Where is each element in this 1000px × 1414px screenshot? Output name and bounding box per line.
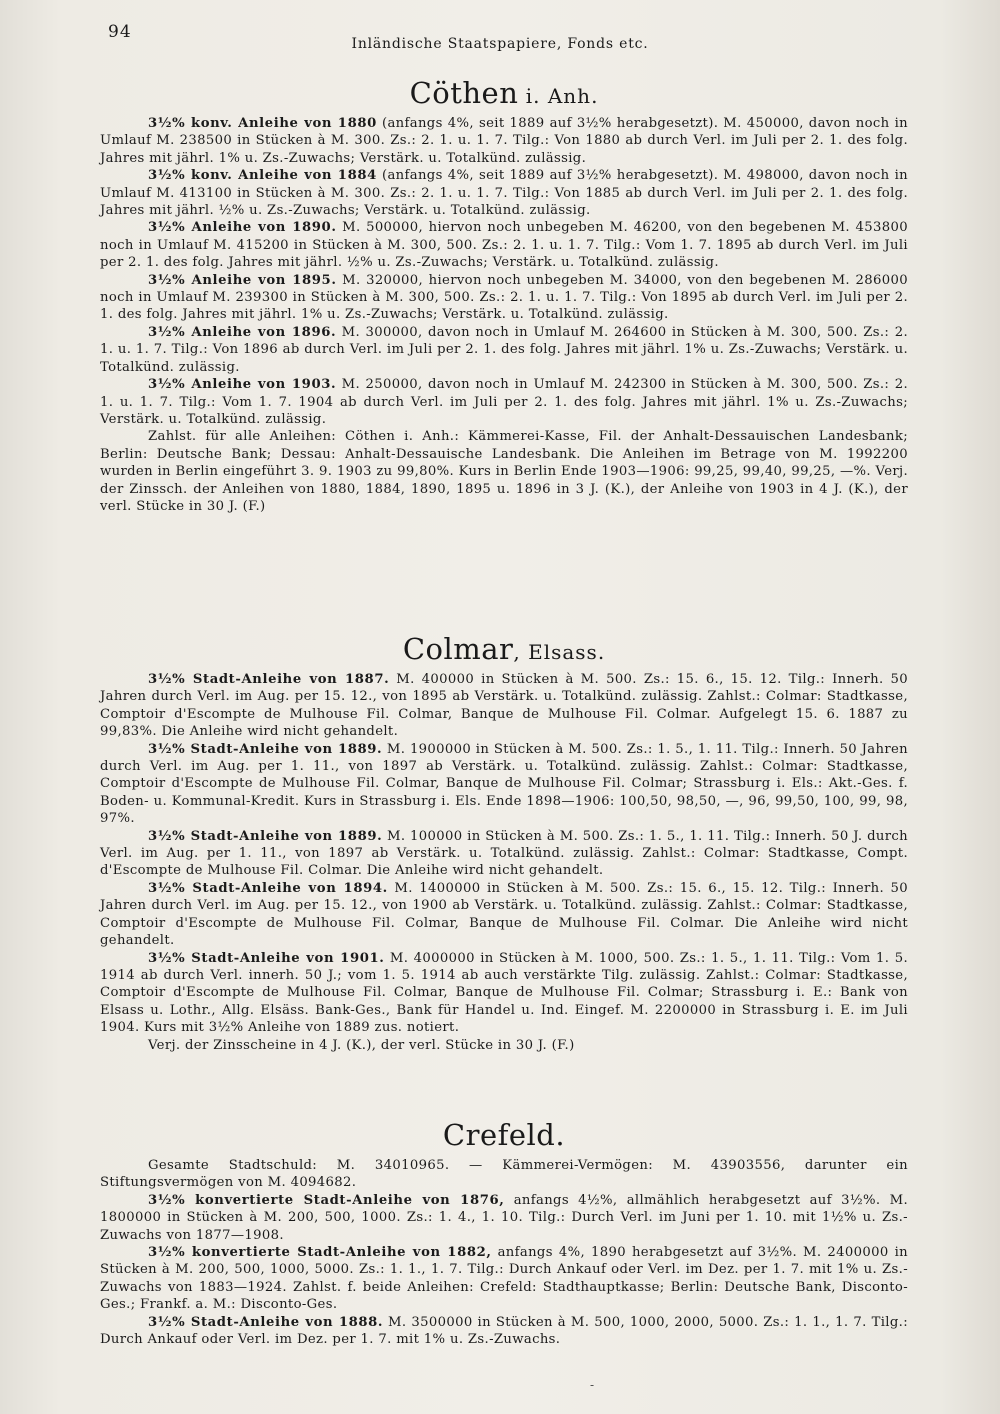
entry-paragraph: 3½% Stadt-Anleihe von 1887. M. 400000 in Stücken à M. 500. Zs.: 15. 6., 15. 12. Tilg.: Innerh. 50 Jahren durch Verl. im Aug. per 15. 12., von 1895 ab Verstärk. u. Totalkünd. zulässig. Zahlst.: Colmar: Stadtkasse, Comptoir d'Escompte de Mulhouse Fil. Colmar, Banque de Mulhouse Fil. Colmar. Aufgelegt 15. 6. 1887 zu 99,83%. Die Anleihe wird nicht gehandelt. bbox=[100, 672, 908, 740]
entry-paragraph: 3½% konv. Anleihe von 1880 (anfangs 4%, seit 1889 auf 3½% herabgesetzt). M. 450000, davon noch in Umlauf M. 238500 in Stücken à M. 300. Zs.: 2. 1. u. 1. 7. Tilg.: Von 1880 ab durch Verl. im Juli per 2. 1. des folg. Jahres mit jährl. 1% u. Zs.-Zuwachs; Verstärk. u. Totalkünd. zulässig. bbox=[100, 116, 908, 166]
entry-paragraph: 3½% Stadt-Anleihe von 1889. M. 1900000 in Stücken à M. 500. Zs.: 1. 5., 1. 11. Tilg.: Innerh. 50 Jahren durch Verl. im Aug. per 1. 11., von 1897 ab Verstärk. u. Totalkünd. zulässig. Zahlst.: Colmar: Stadtkasse, Comptoir d'Escompte de Mulhouse Fil. Colmar, Banque de Mulhouse Fil. Colmar; Strassburg i. Els.: Akt.-Ges. f. Boden- u. Kommunal-Kredit. Kurs in Strassburg i. Els. Ende 1898—1906: 100,50, 98,50, —, 96, 99,50, 100, 99, 98, 97%. bbox=[100, 741, 908, 827]
section-crefeld bbox=[100, 1120, 908, 1348]
entry-paragraph: 3½% Stadt-Anleihe von 1889. M. 100000 in Stücken à M. 500. Zs.: 1. 5., 1. 11. Tilg.: Innerh. 50 J. durch Verl. im Aug. per 1. 11., von 1897 ab Verstärk. u. Totalkünd. zulässig. Zahlst.: Colmar: Stadtkasse, Compt. d'Escompte de Mulhouse Fil. Colmar. Die Anleihe wird nicht gehandelt. bbox=[100, 828, 908, 879]
entry-paragraph: 3½% Stadt-Anleihe von 1888. M. 3500000 in Stücken à M. 500, 1000, 2000, 5000. Zs.: 1. 1., 1. 7. Tilg.: Durch Ankauf oder Verl. im Dez. per 1. 7. mit 1% u. Zs.-Zuwachs. bbox=[100, 1314, 908, 1348]
entry-paragraph: 3½% Stadt-Anleihe von 1894. M. 1400000 in Stücken à M. 500. Zs.: 15. 6., 15. 12. Tilg.: Innerh. 50 Jahren durch Verl. im Aug. per 15. 12., von 1900 ab Verstärk. u. Totalkünd. zulässig. Zahlst.: Colmar: Stadtkasse, Comptoir d'Escompte de Mulhouse Fil. Colmar, Banque de Mulhouse Fil. Colmar. Die Anleihe wird nicht gehandelt. bbox=[100, 880, 908, 949]
entry-paragraph: 3½% Anleihe von 1890. M. 500000, hiervon noch unbegeben M. 46200, von den begebenen M. 453800 noch in Umlauf M. 415200 in Stücken à M. 300, 500. Zs.: 2. 1. u. 1. 7. Tilg.: Vom 1. 7. 1895 ab durch Verl. im Juli per 2. 1. des folg. Jahres mit jährl. ½% u. Zs.-Zuwachs; Verstärk. u. Totalkünd. zulässig. bbox=[100, 220, 908, 271]
entry-paragraph: 3½% konv. Anleihe von 1884 (anfangs 4%, seit 1889 auf 3½% herabgesetzt). M. 498000, davon noch in Umlauf M. 413100 in Stücken à M. 300. Zs.: 2. 1. u. 1. 7. Tilg.: Von 1885 ab durch Verl. im Juli per 2. 1. des folg. Jahres mit jährl. ½% u. Zs.-Zuwachs; Verstärk. u. Totalkünd. zulässig. bbox=[100, 168, 908, 219]
entry-paragraph: 3½% konvertierte Stadt-Anleihe von 1882, anfangs 4%, 1890 herabgesetzt auf 3½%. M. 2400000 in Stücken à M. 200, 500, 1000, 5000. Zs.: 1. 1., 1. 7. Tilg.: Durch Ankauf oder Verl. im Dez. per 1. 7. mit 1% u. Zs.-Zuwachs von 1883—1924. Zahlst. f. beide Anleihen: Crefeld: Stadthauptkasse; Berlin: Deutsche Bank, Disconto-Ges.; Frankf. a. M.: Disconto-Ges. bbox=[100, 1245, 908, 1313]
entry-paragraph: 3½% konvertierte Stadt-Anleihe von 1876, anfangs 4½%, allmählich herabgesetzt auf 3½%. M. 1800000 in Stücken à M. 200, 500, 1000. Zs.: 1. 4., 1. 10. Tilg.: Durch Verl. im Juni per 1. 10. mit 1½% u. Zs.-Zuwachs von 1877—1908. bbox=[100, 1192, 908, 1243]
entries bbox=[100, 671, 908, 1054]
entry-paragraph: 3½% Anleihe von 1895. M. 320000, hiervon noch unbegeben M. 34000, von den begebenen M. 286000 noch in Umlauf M. 239300 in Stücken à M. 300, 500. Zs.: 2. 1. u. 1. 7. Tilg.: Von 1895 ab durch Verl. im Juli per 2. 1. des folg. Jahres mit jährl. 1% u. Zs.-Zuwachs; Verstärk. u. Totalkünd. zulässig. bbox=[100, 272, 908, 323]
section-coethen bbox=[100, 78, 908, 515]
entries bbox=[100, 1157, 908, 1348]
section-colmar bbox=[100, 634, 908, 1054]
entries bbox=[100, 115, 908, 515]
running-head: Inländische Staatspapiere, Fonds etc. bbox=[351, 36, 649, 52]
page-number: 94 bbox=[108, 22, 132, 42]
limitation-paragraph: Verj. der Zinsscheine in 4 J. (K.), der verl. Stücke in 30 J. (F.) bbox=[148, 1037, 575, 1053]
footer-mark: - bbox=[590, 1378, 595, 1392]
city-heading: Crefeld. bbox=[442, 1118, 566, 1152]
city-heading: Cöthen i. Anh. bbox=[409, 76, 599, 110]
entry-paragraph: 3½% Stadt-Anleihe von 1901. M. 4000000 in Stücken à M. 1000, 500. Zs.: 1. 5., 1. 11. Tilg.: Vom 1. 5. 1914 ab durch Verl. innerh. 50 J.; vom 1. 5. 1914 ab auch verstärkte Tilg. zulässig. Zahlst.: Colmar: Stadtkasse, Comptoir d'Escompte de Mulhouse Fil. Colmar, Banque de Mulhouse Fil. Colmar; Strassburg i. E.: Bank von Elsass u. Lothr., Allg. Elsäss. Bank-Ges., Bank für Handel u. Ind. Eingef. M. 2200000 in Strassburg i. E. im Juli 1904. Kurs mit 3½% Anleihe von 1889 zus. notiert. bbox=[100, 950, 908, 1036]
city-heading: Colmar, Elsass. bbox=[402, 632, 606, 666]
paying-agents-paragraph: Zahlst. für alle Anleihen: Cöthen i. Anh.: Kämmerei-Kasse, Fil. der Anhalt-Dessauischen Landesbank; Berlin: Deutsche Bank; Dessau: Anhalt-Dessauische Landesbank. Die Anleihen im Betrage von M. 1992200 wurden in Berlin eingeführt 3. 9. 1903 zu 99,80%. Kurs in Berlin Ende 1903—1906: 99,25, 99,40, 99,25, —%. Verj. der Zinssch. der Anleihen von 1880, 1884, 1890, 1895 u. 1896 in 3 J. (K.), der Anleihe von 1903 in 4 J. (K.), der verl. Stücke in 30 J. (F.) bbox=[100, 429, 908, 514]
entry-paragraph: 3½% Anleihe von 1903. M. 250000, davon noch in Umlauf M. 242300 in Stücken à M. 300, 500. Zs.: 2. 1. u. 1. 7. Tilg.: Vom 1. 7. 1904 ab durch Verl. im Juli per 2. 1. des folg. Jahres mit jährl. 1% u. Zs.-Zuwachs; Verstärk. u. Totalkünd. zulässig. bbox=[100, 377, 908, 427]
entry-paragraph: 3½% Anleihe von 1896. M. 300000, davon noch in Umlauf M. 264600 in Stücken à M. 300, 500. Zs.: 2. 1. u. 1. 7. Tilg.: Von 1896 ab durch Verl. im Juli per 2. 1. des folg. Jahres mit jährl. 1% u. Zs.-Zuwachs; Verstärk. u. Totalkünd. zulässig. bbox=[100, 324, 908, 375]
debt-summary-paragraph: Gesamte Stadtschuld: M. 34010965. — Kämmerei-Vermögen: M. 43903556, darunter ein Stiftungsvermögen von M. 4094682. bbox=[100, 1158, 908, 1191]
